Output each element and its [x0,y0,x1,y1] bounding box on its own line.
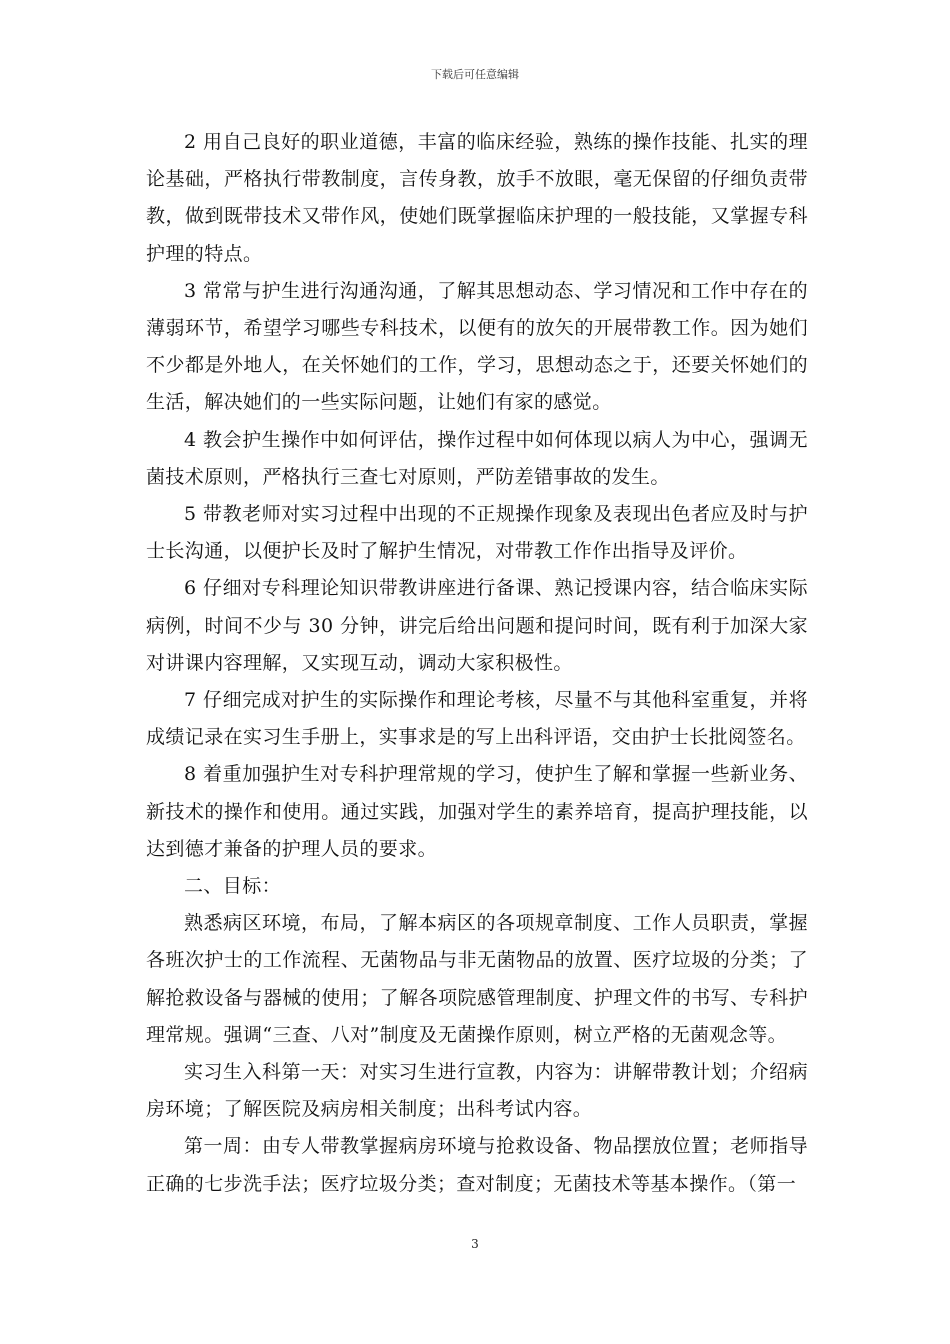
paragraph-item-2: 2 用自己良好的职业道德，丰富的临床经验，熟练的操作技能、扎实的理论基础，严格执行带教制度，言传身教，放手不放眼，毫无保留的仔细负责带教，做到既带技术又带作风，使她们既掌握临床护理的一般技能，又掌握专科护理的特点。 [146,131,808,265]
header-note: 下载后可任意编辑 [431,68,519,81]
paragraph-first-week: 第一周：由专人带教掌握病房环境与抢救设备、物品摆放位置；老师指导正确的七步洗手法；医疗垃圾分类；查对制度；无菌技术等基本操作。（第一 [146,1135,808,1195]
section-heading-goals: 二、目标： [184,875,282,898]
paragraph-item-4: 4 教会护生操作中如何评估，操作过程中如何体现以病人为中心，强调无菌技术原则，严格执行三查七对原则，严防差错事故的发生。 [146,428,808,488]
paragraph-item-7: 7 仔细完成对护生的实际操作和理论考核，尽量不与其他科室重复，并将成绩记录在实习生手册上，实事求是的写上出科评语，交由护士长批阅签名。 [146,689,808,749]
paragraph-item-6: 6 仔细对专科理论知识带教讲座进行备课、熟记授课内容，结合临床实际病例，时间不少与 30 分钟，讲完后给出问题和提问时间，既有利于加深大家对讲课内容理解，又实现互动，调动大家积极性。 [146,577,808,674]
paragraph-first-day: 实习生入科第一天：对实习生进行宣教，内容为：讲解带教计划；介绍病房环境；了解医院及病房相关制度；出科考试内容。 [146,1061,808,1121]
document-body [146,124,808,1203]
page-number: 3 [471,1237,479,1251]
paragraph-item-8: 8 着重加强护生对专科护理常规的学习，使护生了解和掌握一些新业务、新技术的操作和使用。通过实践，加强对学生的素养培育，提高护理技能，以达到德才兼备的护理人员的要求。 [146,763,808,860]
paragraph-goals: 熟悉病区环境，布局，了解本病区的各项规章制度、工作人员职责，掌握各班次护士的工作流程、无菌物品与非无菌物品的放置、医疗垃圾的分类；了解抢救设备与器械的使用；了解各项院感管理制度、护理文件的书写、专科护理常规。强调“三查、八对”制度及无菌操作原则，树立严格的无菌观念等。 [146,912,808,1046]
paragraph-item-3: 3 常常与护生进行沟通沟通，了解其思想动态、学习情况和工作中存在的薄弱环节，希望学习哪些专科技术，以便有的放矢的开展带教工作。因为她们不少都是外地人，在关怀她们的工作，学习，思想动态之于，还要关怀她们的生活，解决她们的一些实际问题，让她们有家的感觉。 [146,279,808,414]
paragraph-item-5: 5 带教老师对实习过程中出现的不正规操作现象及表现出色者应及时与护士长沟通，以便护长及时了解护生情况，对带教工作作出指导及评价。 [146,503,808,563]
